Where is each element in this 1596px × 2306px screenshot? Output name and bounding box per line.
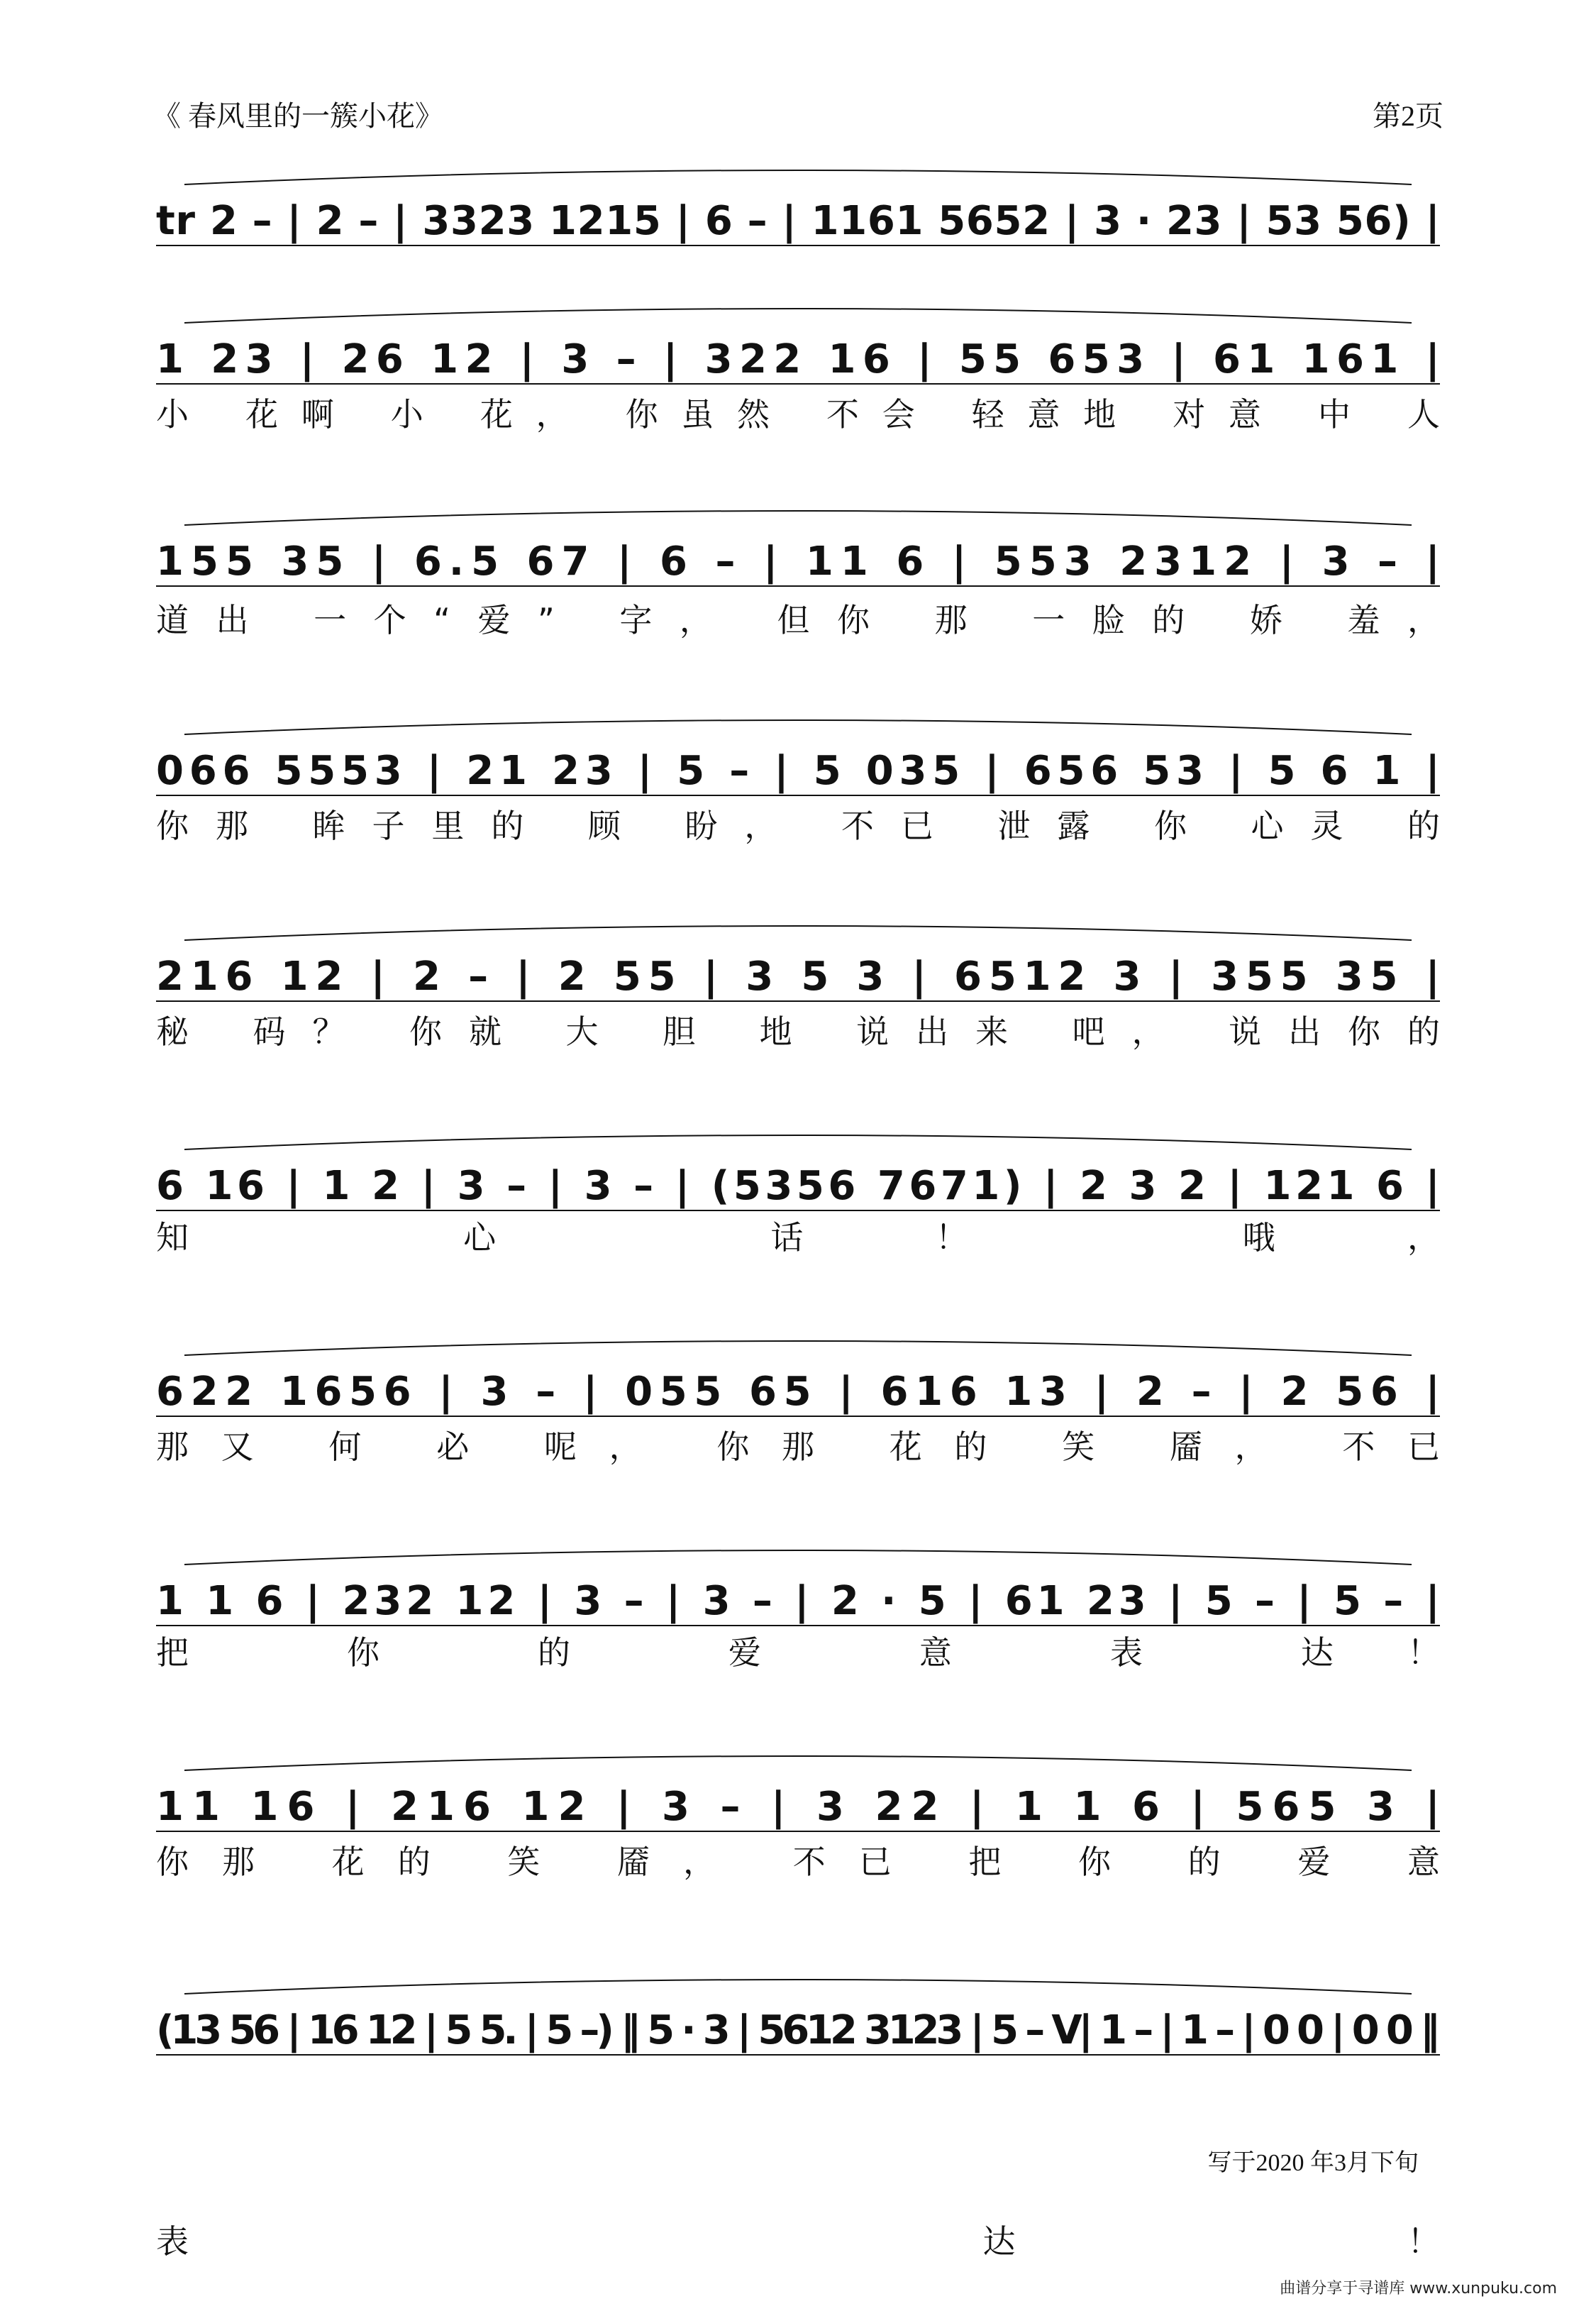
lyric-line: 把 你 的 爱 意 表 达！ xyxy=(156,1633,1441,1672)
lyric-line: 你那 眸子里的 顾 盼， 不已 泄露 你 心灵 的 xyxy=(156,807,1440,845)
slur-arc xyxy=(184,720,1412,734)
slur-arc xyxy=(184,926,1412,940)
notation-line: tr 2 – | 2 – | 3323 1215 | 6 – | 1161 5652 | 3 · 23 | 53 56) | xyxy=(156,198,1440,244)
slur-arc xyxy=(184,1135,1412,1149)
notation-line: 066 5553 | 21 23 | 5 – | 5 035 | 656 53 | 5 6 1 | xyxy=(156,748,1440,794)
notation-line: 6 16 | 1 2 | 3 – | 3 – | (5356 7671) | 2 3 2 | 121 6 | xyxy=(156,1163,1440,1209)
notation-line: 155 35 | 6.5 67 | 6 – | 11 6 | 553 2312 | 3 – | xyxy=(156,539,1440,585)
lyric-line: 秘 码？ 你就 大 胆 地 说出来 吧， 说出你的 xyxy=(156,1013,1440,1051)
notation-line: (13 56 | 16 12 | 5 5. | 5 –) ‖ 5 · 3 | 5612 3123 | 5 – V| 1 – | 1 – | 0 0 | 0 0 ‖ xyxy=(156,2007,1441,2053)
lyric-line: 那又 何 必 呢， 你那 花的 笑 靥， 不已 xyxy=(156,1428,1440,1466)
slur-arc xyxy=(184,309,1412,323)
notation-line: 622 1656 | 3 – | 055 65 | 616 13 | 2 – | 2 56 | xyxy=(156,1369,1441,1415)
slur-arc xyxy=(184,1756,1412,1770)
lyric-line: 表 达！ xyxy=(156,2222,1440,2261)
composition-note: 写于2020 年3月下旬 xyxy=(1207,2150,1419,2176)
slur-arc xyxy=(184,1341,1412,1355)
song-title: 《 春风里的一簇小花》 xyxy=(153,100,443,132)
lyric-line: 小 花啊 小 花， 你虽然 不会 轻意地 对意 中 人 xyxy=(156,395,1440,434)
lyric-line: 知 心 话！ 哦， xyxy=(156,1218,1440,1257)
slur-arc xyxy=(184,1980,1412,1994)
site-watermark: 曲谱分享于寻谱库 www.xunpuku.com xyxy=(1280,2280,1557,2297)
lyric-line: 道出 一个“爱” 字， 但你 那 一脸的 娇 羞， xyxy=(156,601,1440,639)
slur-arc xyxy=(184,170,1412,184)
notation-line: 216 12 | 2 – | 2 55 | 3 5 3 | 6512 3 | 355 35 | xyxy=(156,954,1441,1000)
notation-line: 1 1 6 | 232 12 | 3 – | 3 – | 2 · 5 | 61 23 | 5 – | 5 – | xyxy=(156,1578,1440,1624)
notation-line: 11 16 | 216 12 | 3 – | 3 22 | 1 1 6 | 565 3 | xyxy=(156,1784,1440,1830)
notation-line: 1 23 | 26 12 | 3 – | 322 16 | 55 653 | 61 161 | xyxy=(156,336,1440,382)
page-number: 第2页 xyxy=(1373,100,1443,132)
slur-arc xyxy=(184,1550,1412,1565)
slur-arc xyxy=(184,511,1412,525)
lyric-line: 你那 花的 笑 靥， 不已 把 你 的 爱 意 xyxy=(156,1843,1440,1881)
